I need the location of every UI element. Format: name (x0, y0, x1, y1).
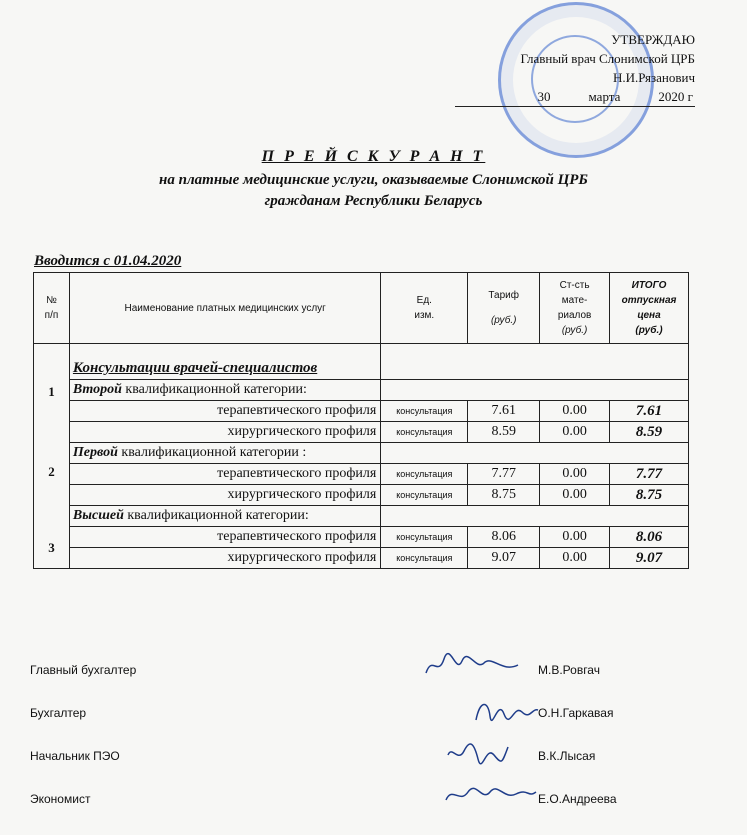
num-column (34, 344, 70, 569)
level-empty (381, 443, 689, 464)
approval-month: марта (588, 89, 621, 104)
handwritten-signature (442, 780, 542, 810)
unit-cell: консультация (381, 464, 468, 485)
table-row (34, 548, 689, 569)
materials-cell: 0.00 (540, 401, 610, 422)
tariff-cell: 7.77 (468, 464, 540, 485)
level-emphasis: Второй (72, 382, 122, 397)
table-row (34, 527, 689, 548)
tariff-cell: 8.75 (468, 485, 540, 506)
service-name: терапевтического профиля (69, 464, 380, 485)
level-text: квалификационной категории : (117, 445, 307, 460)
unit-cell: консультация (381, 485, 468, 506)
approval-block (455, 30, 695, 107)
materials-cell: 0.00 (540, 464, 610, 485)
header-tariff-unit: (руб.) (490, 315, 517, 326)
handwritten-signature (444, 737, 544, 771)
level-row (34, 443, 689, 464)
header-total (610, 273, 689, 344)
total-cell: 8.75 (610, 485, 689, 506)
group-num-1: 1 (48, 384, 55, 399)
header-num (34, 273, 70, 344)
level-emphasis: Первой (72, 445, 118, 460)
header-materials-line-1: Ст-сть (559, 280, 590, 291)
category-row (34, 344, 689, 380)
signature-name: М.В.Ровгач (538, 663, 600, 677)
approval-year: 2020 г (658, 89, 693, 104)
header-unit-line-2: изм. (414, 310, 435, 321)
table-header-row (34, 273, 689, 344)
title-line-2: гражданам Республики Беларусь (264, 193, 483, 209)
level-cell (69, 506, 380, 527)
document-title (0, 148, 747, 212)
category-cell (69, 344, 380, 380)
title-heading: П Р Е Й С К У Р А Н Т (261, 148, 486, 165)
total-cell: 8.06 (610, 527, 689, 548)
signature-position: Экономист (30, 792, 91, 806)
materials-cell: 0.00 (540, 422, 610, 443)
category-empty (381, 344, 689, 380)
signature-name: В.К.Лысая (538, 749, 596, 763)
header-total-line-3: цена (637, 310, 661, 321)
signature-name: О.Н.Гаркавая (538, 706, 614, 720)
level-row (34, 506, 689, 527)
table-row (34, 464, 689, 485)
table-row (34, 401, 689, 422)
unit-cell: консультация (381, 527, 468, 548)
header-name: Наименование платных медицинских услуг (69, 273, 380, 344)
approval-date (455, 87, 695, 107)
table-row (34, 422, 689, 443)
tariff-cell: 8.59 (468, 422, 540, 443)
service-name: хирургического профиля (69, 422, 380, 443)
level-empty (381, 380, 689, 401)
signature-position: Начальник ПЭО (30, 749, 120, 763)
level-cell (69, 443, 380, 464)
header-tariff (468, 273, 540, 344)
approval-name: Н.И.Рязанович (613, 70, 695, 85)
table-body (34, 344, 689, 569)
price-table (33, 272, 689, 569)
signature-row (30, 749, 690, 792)
signature-row (30, 663, 690, 706)
level-row (34, 380, 689, 401)
level-text: квалификационной категории: (123, 508, 309, 523)
signature-position: Главный бухгалтер (30, 663, 137, 677)
header-materials-line-3: риалов (557, 310, 592, 321)
header-num-line-1: № (46, 295, 57, 306)
tariff-cell: 8.06 (468, 527, 540, 548)
tariff-cell: 9.07 (468, 548, 540, 569)
handwritten-signature (422, 651, 522, 681)
level-cell (69, 380, 380, 401)
level-text: квалификационной категории: (121, 382, 307, 397)
total-cell: 7.61 (610, 401, 689, 422)
header-total-unit: (руб.) (635, 325, 663, 336)
materials-cell: 0.00 (540, 527, 610, 548)
unit-cell: консультация (381, 422, 468, 443)
category-title: Консультации врачей-специалистов (72, 360, 318, 376)
header-materials-line-2: мате- (561, 295, 588, 306)
materials-cell: 0.00 (540, 485, 610, 506)
total-cell: 9.07 (610, 548, 689, 569)
approval-word: УТВЕРЖДАЮ (611, 32, 695, 47)
header-num-line-2: п/п (44, 310, 59, 321)
signature-row (30, 706, 690, 749)
level-emphasis: Высшей (72, 508, 124, 523)
title-line-1: на платные медицинские услуги, оказываемые Слонимской ЦРБ (159, 172, 588, 188)
header-unit (381, 273, 468, 344)
unit-cell: консультация (381, 548, 468, 569)
signature-position: Бухгалтер (30, 706, 87, 720)
signatures-block (30, 663, 690, 835)
header-materials-unit: (руб.) (561, 325, 588, 336)
header-total-line-2: отпускная (621, 295, 677, 306)
header-unit-line-1: Ед. (416, 295, 432, 306)
effective-date: Вводится с 01.04.2020 (34, 253, 182, 269)
service-name: хирургического профиля (69, 485, 380, 506)
group-num-2: 2 (48, 464, 55, 479)
approval-day: 30 (537, 89, 551, 104)
tariff-cell: 7.61 (468, 401, 540, 422)
table-row (34, 485, 689, 506)
signature-row (30, 792, 690, 835)
service-name: хирургического профиля (69, 548, 380, 569)
header-tariff-label: Тариф (488, 290, 519, 301)
signature-name: Е.О.Андреева (538, 792, 617, 806)
materials-cell: 0.00 (540, 548, 610, 569)
header-materials (540, 273, 610, 344)
service-name: терапевтического профиля (69, 527, 380, 548)
total-cell: 8.59 (610, 422, 689, 443)
header-total-line-1: ИТОГО (631, 280, 667, 291)
level-empty (381, 506, 689, 527)
group-num-3: 3 (48, 540, 55, 555)
unit-cell: консультация (381, 401, 468, 422)
service-name: терапевтического профиля (69, 401, 380, 422)
approval-position: Главный врач Слонимской ЦРБ (520, 51, 695, 66)
total-cell: 7.77 (610, 464, 689, 485)
